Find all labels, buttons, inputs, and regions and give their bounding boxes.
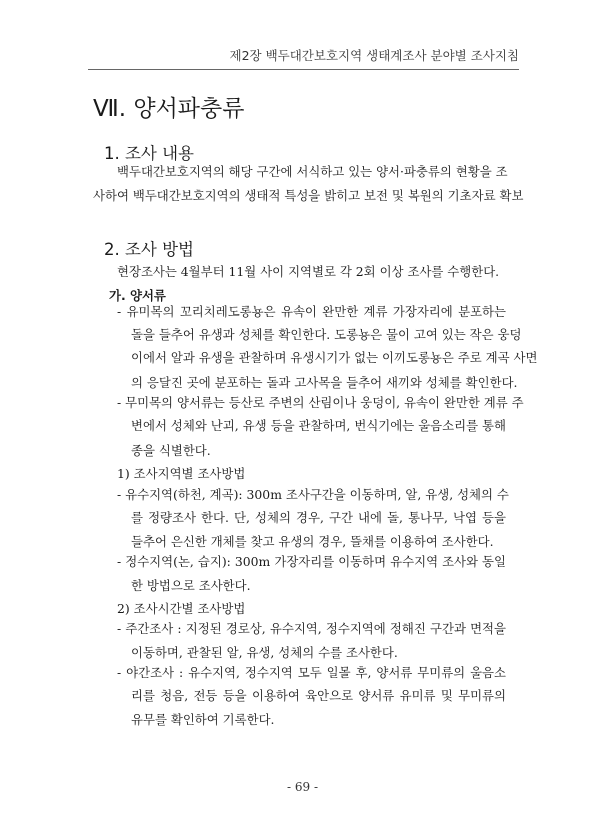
body-line-13: 한 방법으로 조사한다.	[131, 578, 251, 593]
body-line-5: - 무미목의 양서류는 등산로 주변의 산림이나 웅덩이, 유속이 완만한 계류 주	[117, 395, 524, 410]
body-line-17: - 야간조사 : 유수지역, 정수지역 모두 일몰 후, 양서류 무미류의 울음소	[117, 665, 506, 680]
chapter-title: Ⅶ. 양서파충류	[93, 96, 245, 122]
page-number: - 69 -	[286, 780, 318, 794]
header-divider	[88, 69, 519, 70]
body-line-15: - 주간조사 : 지정된 경로상, 유수지역, 정수지역에 정해진 구간과 면적을	[117, 621, 506, 636]
body-line-6: 변에서 성체와 난괴, 유생 등을 관찰하며, 번식기에는 울음소리를 통해	[131, 418, 506, 433]
body-line-8: 1) 조사지역별 조사방법	[117, 466, 246, 481]
section-2-intro: 현장조사는 4월부터 11월 사이 지역별로 각 2회 이상 조사를 수행한다.	[117, 264, 500, 279]
body-line-14: 2) 조사시간별 조사방법	[117, 601, 246, 616]
body-line-4: 의 응달진 곳에 분포하는 돌과 고사목을 들추어 새끼와 성체를 확인한다.	[131, 375, 518, 390]
body-line-10: 를 정량조사 한다. 단, 성체의 경우, 구간 내에 돌, 통나무, 낙엽 등을	[131, 510, 506, 525]
section-1-line-1: 백두대간보호지역의 해당 구간에 서식하고 있는 양서·파충류의 현황을 조	[117, 164, 508, 179]
section-2-title: 2. 조사 방법	[104, 240, 194, 259]
body-line-18: 리를 청음, 전등 등을 이용하여 육안으로 양서류 유미류 및 무미류의	[131, 688, 506, 703]
subsection-amphibians-title: 가. 양서류	[109, 288, 166, 303]
body-line-7: 종을 식별한다.	[131, 443, 211, 458]
body-line-11: 들추어 은신한 개체를 찾고 유생의 경우, 뜰채를 이용하여 조사한다.	[131, 534, 494, 549]
body-line-9: - 유수지역(하천, 계곡): 300m 조사구간을 이동하며, 알, 유생, 성체의 수	[117, 487, 509, 502]
body-line-3: 이에서 알과 유생을 관찰하며 유생시기가 없는 이끼도롱뇽은 주로 계곡 사면	[131, 350, 538, 365]
body-line-1: - 유미목의 꼬리치레도롱뇽은 유속이 완만한 계류 가장자리에 분포하는	[117, 304, 506, 319]
body-line-12: - 정수지역(논, 습지): 300m 가장자리를 이동하며 유수지역 조사와 동일	[117, 554, 506, 569]
section-1-line-2: 사하여 백두대간보호지역의 생태적 특성을 밝히고 보전 및 복원의 기초자료 확보	[93, 188, 524, 203]
body-line-19: 유무를 확인하여 기록한다.	[131, 712, 275, 727]
section-1-title: 1. 조사 내용	[104, 144, 194, 163]
running-header: 제2장 백두대간보호지역 생태계조사 분야별 조사지침	[229, 48, 519, 63]
body-line-16: 이동하며, 관찰된 알, 유생, 성체의 수를 조사한다.	[131, 645, 398, 660]
body-line-2: 돌을 들추어 유생과 성체를 확인한다. 도롱뇽은 물이 고여 있는 작은 웅덩	[131, 327, 522, 342]
